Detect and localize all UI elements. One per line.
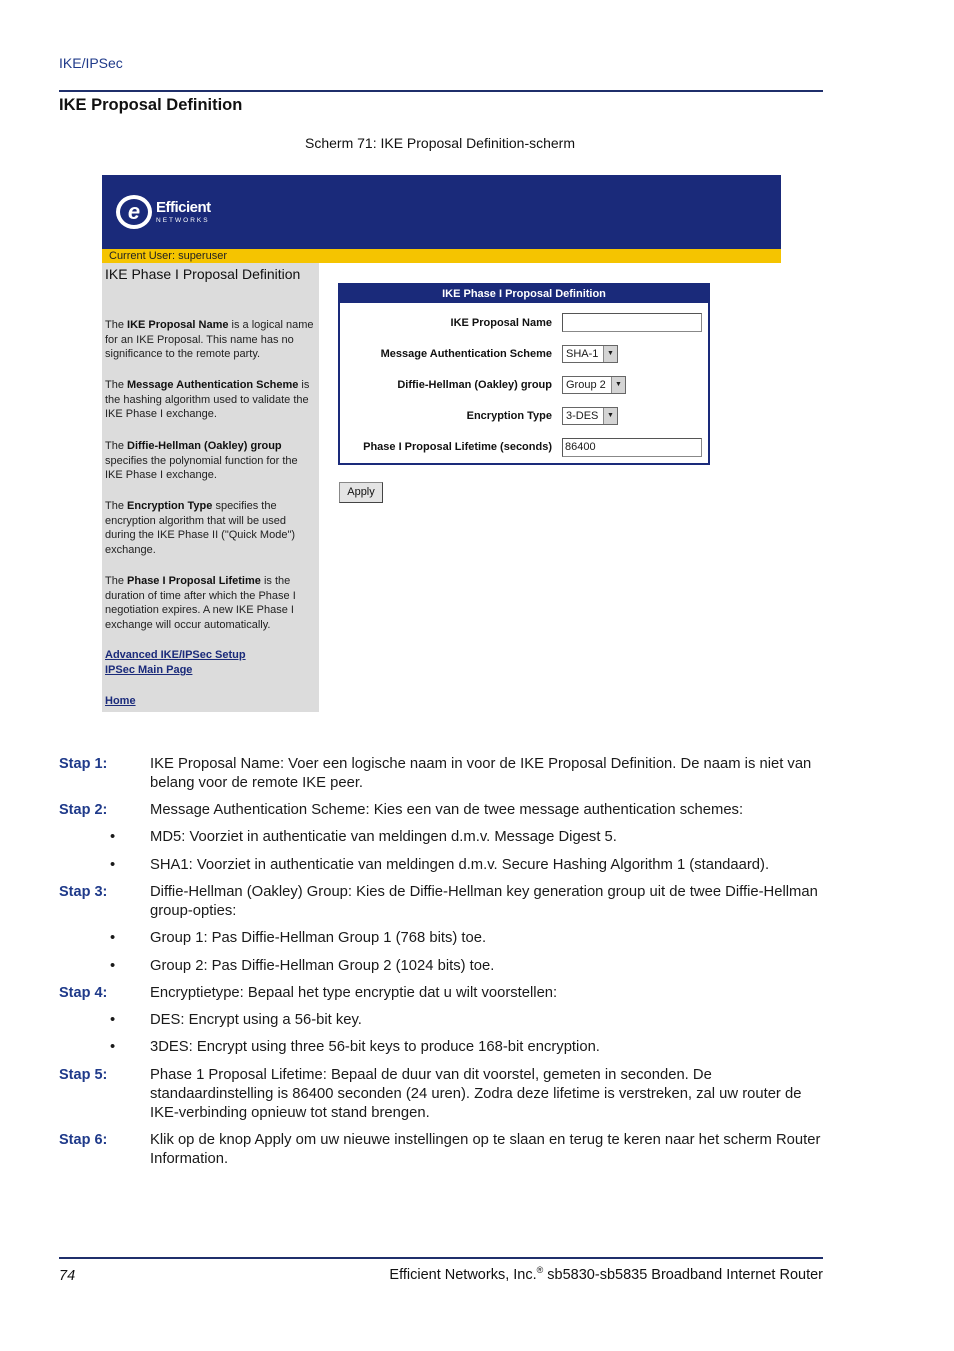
label-encryption-type: Encryption Type [466,410,552,422]
label-message-authentication-scheme: Message Authentication Scheme [380,348,552,360]
step-label: Stap 4: [59,985,108,1001]
chevron-down-icon: ▼ [603,346,617,362]
section-title: IKE Proposal Definition [59,96,243,114]
step-label: Stap 5: [59,1067,108,1083]
bullet-dot: • [110,930,116,946]
brand-banner [102,175,781,249]
proposal-lifetime-input[interactable]: 86400 [562,438,702,457]
efficient-logo [116,195,236,231]
bullet-text: Group 1: Pas Diffie-Hellman Group 1 (768 bits) toe. [150,930,487,946]
help-sidebar [102,263,319,712]
page-number: 74 [59,1268,76,1284]
router-screenshot [102,175,781,712]
apply-button[interactable]: Apply [339,482,383,503]
bullet-text: Group 2: Pas Diffie-Hellman Group 2 (1024 bits) toe. [150,958,495,974]
sidebar-title: IKE Phase I Proposal Definition [105,266,301,282]
ike-proposal-form [338,283,710,465]
link-advanced-ike-ipsec-setup[interactable]: Advanced IKE/IPSec Setup [105,649,246,661]
logo-e-icon: e [116,195,152,229]
help-paragraph: The Encryption Type specifies the encryption algorithm that will be used during the IKE Phase II ("Quick Mode") exchange. [105,500,296,557]
bullet-text: SHA1: Voorziet in authenticatie van meldingen d.m.v. Secure Hashing Algorithm 1 (standaard). [150,857,770,873]
chevron-down-icon: ▼ [611,377,625,393]
bullet-dot: • [110,1012,116,1028]
diffie-hellman-group-select[interactable]: Group 2 ▼ [562,376,626,394]
bullet-text: 3DES: Encrypt using three 56-bit keys to produce 168-bit encryption. [150,1039,600,1055]
step-text: Phase 1 Proposal Lifetime: Bepaal de duur van dit voorstel, gemeten in seconden. De standaardinstelling is 86400 seconden (24 uren). Zodra deze lifetime is verstreken, zal uw router de IKE-verbinding opnieuw tot stand brengen. [150,1067,802,1121]
bullet-dot: • [110,958,116,974]
link-home[interactable]: Home [105,695,136,707]
help-paragraph: The Message Authentication Scheme is the hashing algorithm used to validate the IKE Phase I exchange. [105,379,310,421]
label-proposal-lifetime: Phase I Proposal Lifetime (seconds) [363,441,552,453]
step-text: IKE Proposal Name: Voer een logische naam in voor de IKE Proposal Definition. De naam is niet van belang voor de remote IKE peer. [150,756,812,791]
chevron-down-icon: ▼ [603,408,617,424]
link-ipsec-main-page[interactable]: IPSec Main Page [105,664,193,676]
bullet-dot: • [110,1039,116,1055]
help-paragraph: The Diffie-Hellman (Oakley) group specifies the polynomial function for the IKE Phase I exchange. [105,440,298,482]
figure-caption: Scherm 71: IKE Proposal Definition-scherm [305,135,575,151]
bullet-dot: • [110,857,116,873]
help-paragraph: The Phase I Proposal Lifetime is the duration of time after which the Phase I negotiation expires. A new IKE Phase I exchange will occur automatically. [105,575,296,632]
step-text: Encryptietype: Bepaal het type encryptie dat u wilt voorstellen: [150,985,558,1001]
step-text: Klik op de knop Apply om uw nieuwe instellingen op te slaan en terug te keren naar het scherm Router Information. [150,1132,821,1167]
help-paragraph: The IKE Proposal Name is a logical name for an IKE Proposal. This name has no significance to the remote party. [105,319,314,361]
label-diffie-hellman-group: Diffie-Hellman (Oakley) group [397,379,552,391]
header-rule [59,90,823,92]
step-label: Stap 1: [59,756,108,772]
step-label: Stap 2: [59,802,108,818]
message-authentication-select[interactable]: SHA-1 ▼ [562,345,618,363]
logo-word: Efficient [156,199,211,216]
running-head: IKE/IPSec [59,55,123,71]
step-label: Stap 6: [59,1132,108,1148]
step-text: Message Authentication Scheme: Kies een van de twee message authentication schemes: [150,802,744,818]
logo-sub: NETWORKS [156,217,210,224]
bullet-dot: • [110,829,116,845]
bullet-text: DES: Encrypt using a 56-bit key. [150,1012,362,1028]
step-label: Stap 3: [59,884,108,900]
ike-proposal-name-input[interactable] [562,313,702,332]
footer-rule [59,1257,823,1259]
current-user-bar: Current User: superuser [102,249,781,263]
encryption-type-select[interactable]: 3-DES ▼ [562,407,618,425]
footer-title: Efficient Networks, Inc.® sb5830-sb5835 Broadband Internet Router [389,1265,823,1283]
form-title: IKE Phase I Proposal Definition [340,285,708,303]
step-text: Diffie-Hellman (Oakley) Group: Kies de Diffie-Hellman key generation group uit de twee Diffie-Hellman group-opties: [150,884,818,919]
label-ike-proposal-name: IKE Proposal Name [450,317,552,329]
bullet-text: MD5: Voorziet in authenticatie van meldingen d.m.v. Message Digest 5. [150,829,617,845]
